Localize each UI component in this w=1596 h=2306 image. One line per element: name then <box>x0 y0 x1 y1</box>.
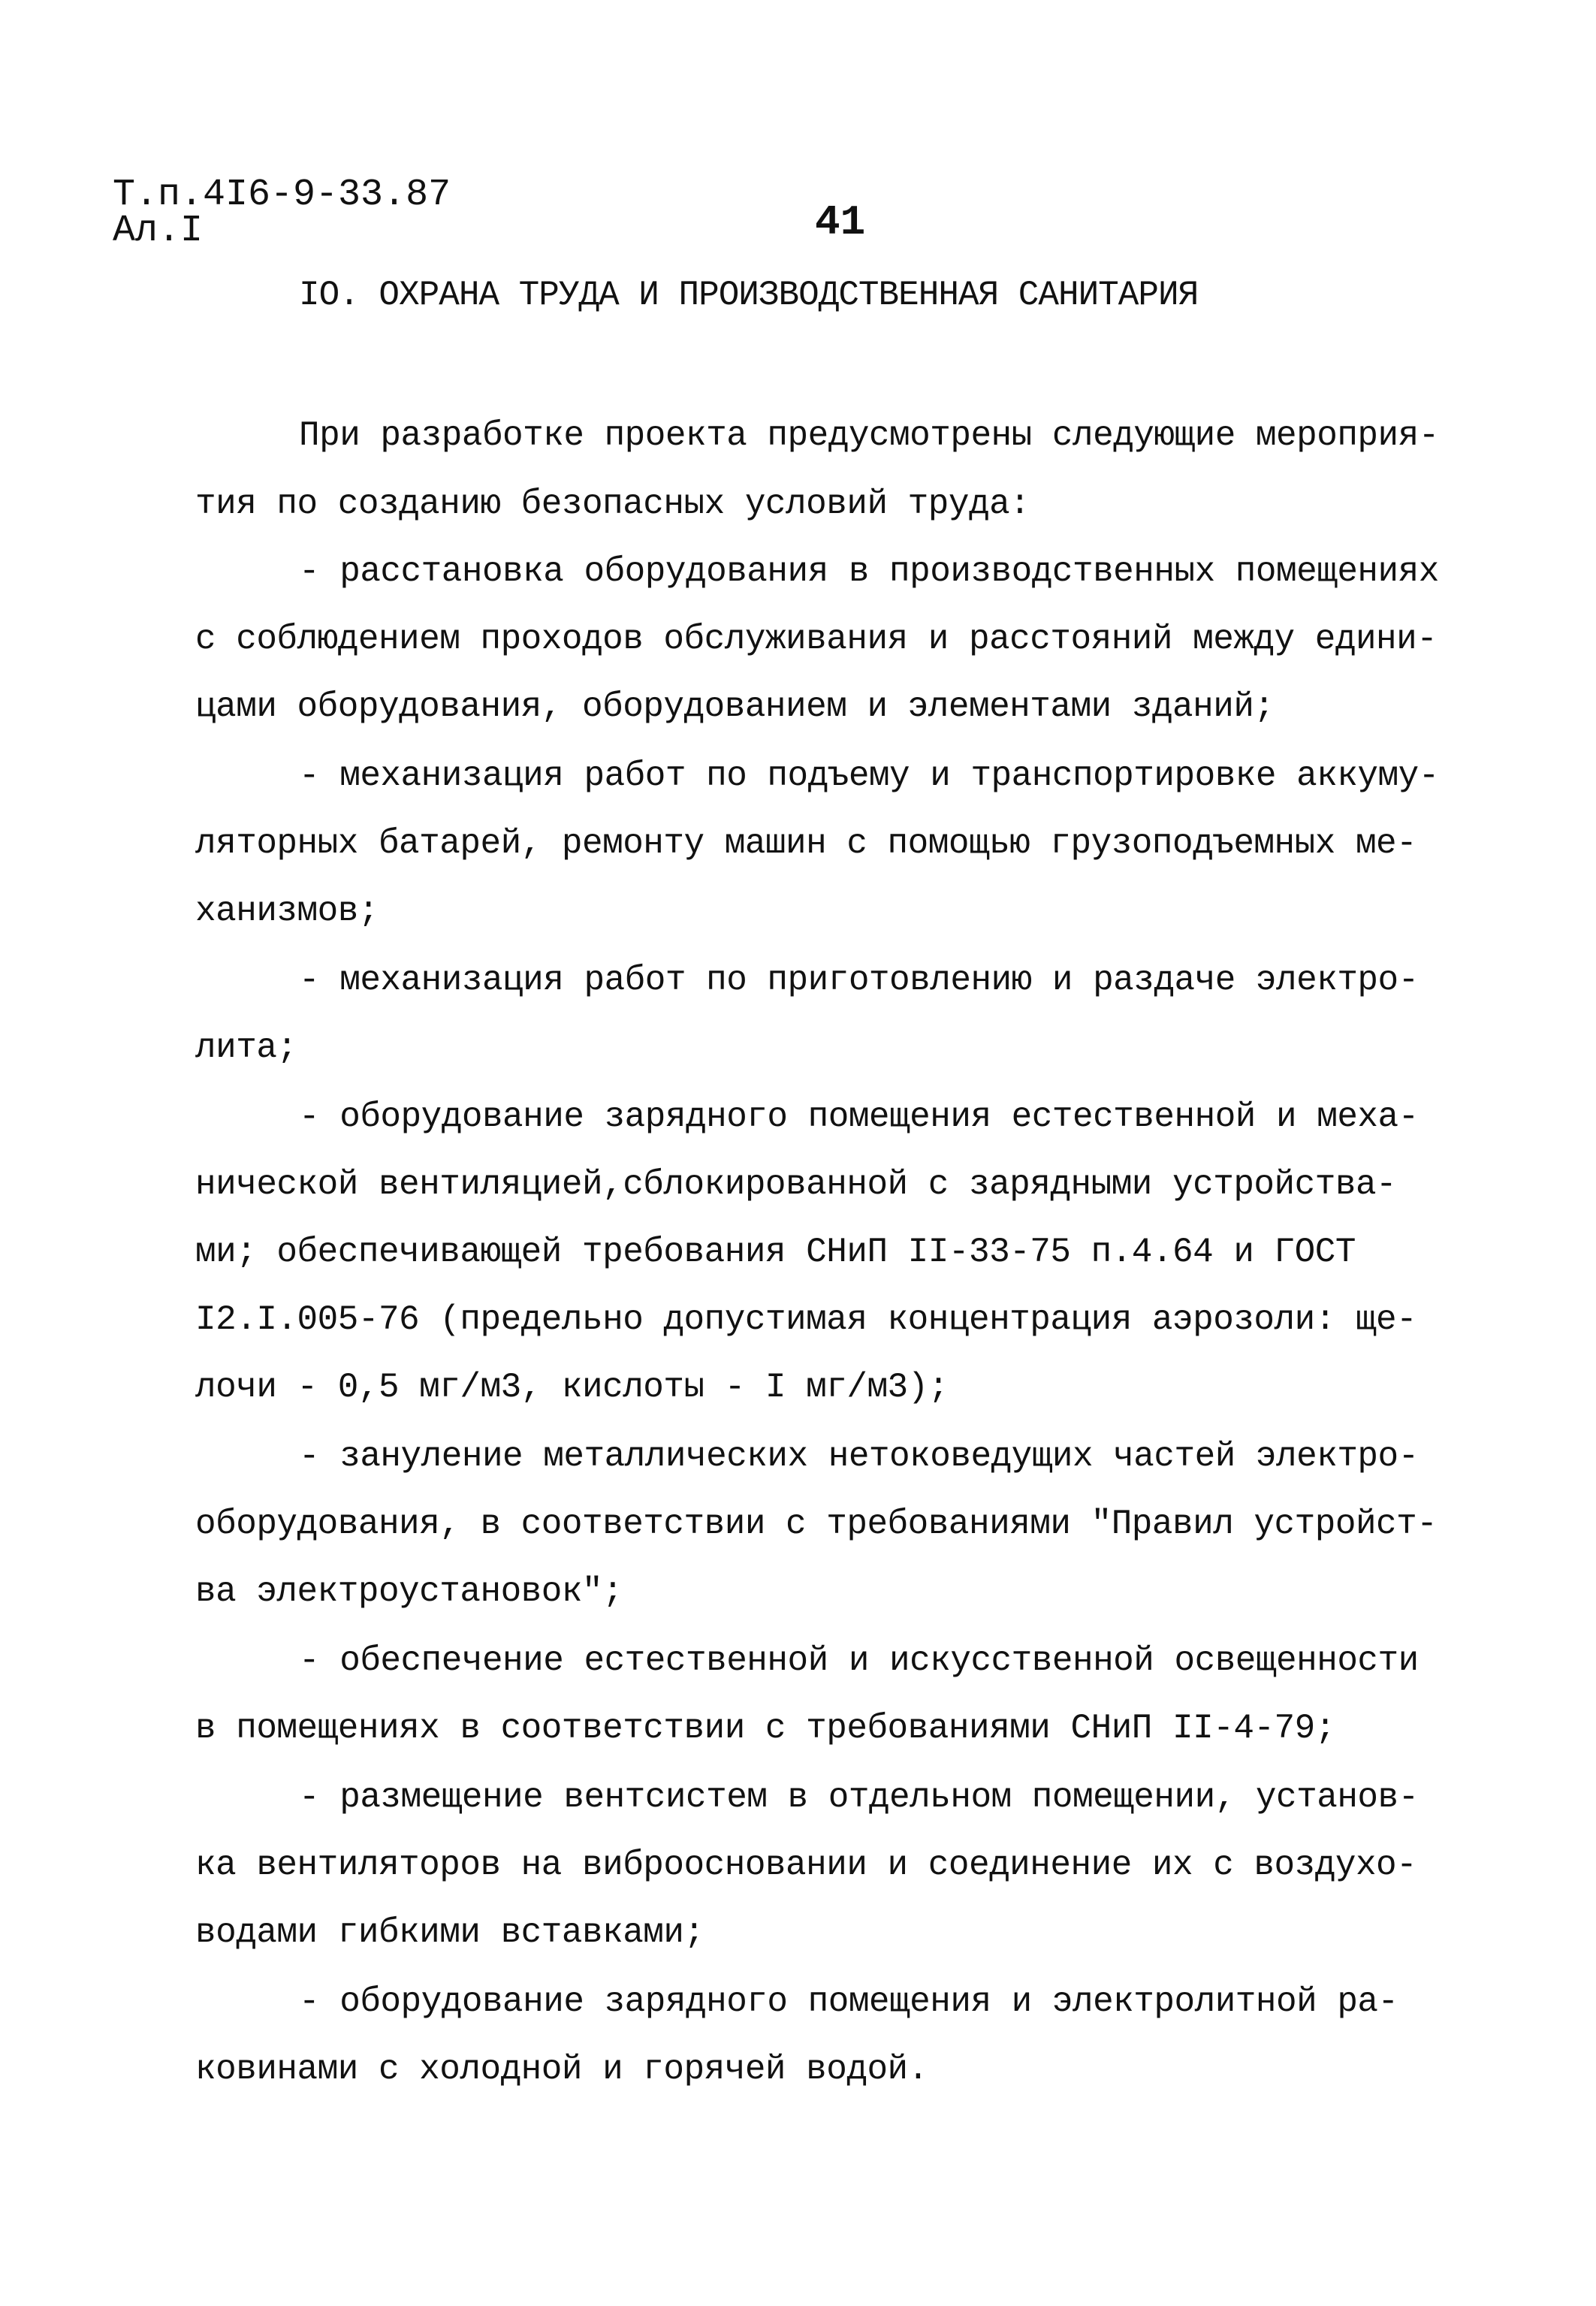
text-line: лита; <box>195 1028 297 1067</box>
text-line: - оборудование зарядного помещения и электролитной ра- <box>299 1982 1398 2021</box>
text-line: ковинами с холодной и горячей водой. <box>195 2050 928 2089</box>
text-line: ляторных батарей, ремонту машин с помощью грузоподъемных ме- <box>195 824 1417 863</box>
text-line: оборудования, в соответствии с требованиями "Правил устройст- <box>195 1505 1438 1544</box>
text-line: ка вентиляторов на виброосновании и соединение их с воздухо- <box>195 1846 1417 1885</box>
text-line: При разработке проекта предусмотрены следующие мероприя- <box>299 416 1439 455</box>
text-line: ми; обеспечивающей требования СНиП II-33-75 п.4.64 и ГОСТ <box>195 1233 1356 1272</box>
text-line: - расстановка оборудования в производственных помещениях <box>299 552 1439 591</box>
text-line: водами гибкими вставками; <box>195 1913 704 1952</box>
text-line: в помещениях в соответствии с требованиями СНиП II-4-79; <box>195 1709 1335 1748</box>
document-code: Т.п.4I6-9-33.87 <box>113 174 451 216</box>
text-line: ханизмов; <box>195 892 379 931</box>
section-title: IO. ОХРАНА ТРУДА И ПРОИЗВОДСТВЕННАЯ САНИТАРИЯ <box>299 276 1199 315</box>
text-line: - механизация работ по приготовлению и раздаче электро- <box>299 961 1419 1000</box>
text-line: тия по созданию безопасных условий труда: <box>195 484 1030 524</box>
album-number: Ал.I <box>113 210 204 252</box>
text-line: с соблюдением проходов обслуживания и расстояний между едини- <box>195 620 1438 659</box>
text-line: ва электроустановок"; <box>195 1572 623 1611</box>
text-line: - зануление металлических нетоковедущих частей электро- <box>299 1437 1419 1476</box>
text-line: - обеспечение естественной и искусственной освещенности <box>299 1641 1419 1680</box>
page-number: 41 <box>815 198 866 246</box>
text-line: лочи - 0,5 мг/м3, кислоты - I мг/м3); <box>195 1368 949 1407</box>
text-line: - оборудование зарядного помещения естественной и меха- <box>299 1097 1419 1136</box>
text-line: цами оборудования, оборудованием и элементами зданий; <box>195 687 1275 726</box>
text-line: - механизация работ по подъему и транспортировке аккуму- <box>299 756 1439 795</box>
text-line: I2.I.005-76 (предельно допустимая концентрация аэрозоли: ще- <box>195 1300 1417 1339</box>
text-line: - размещение вентсистем в отдельном помещении, установ- <box>299 1778 1419 1817</box>
text-line: нической вентиляцией,сблокированной с зарядными устройства- <box>195 1165 1397 1204</box>
